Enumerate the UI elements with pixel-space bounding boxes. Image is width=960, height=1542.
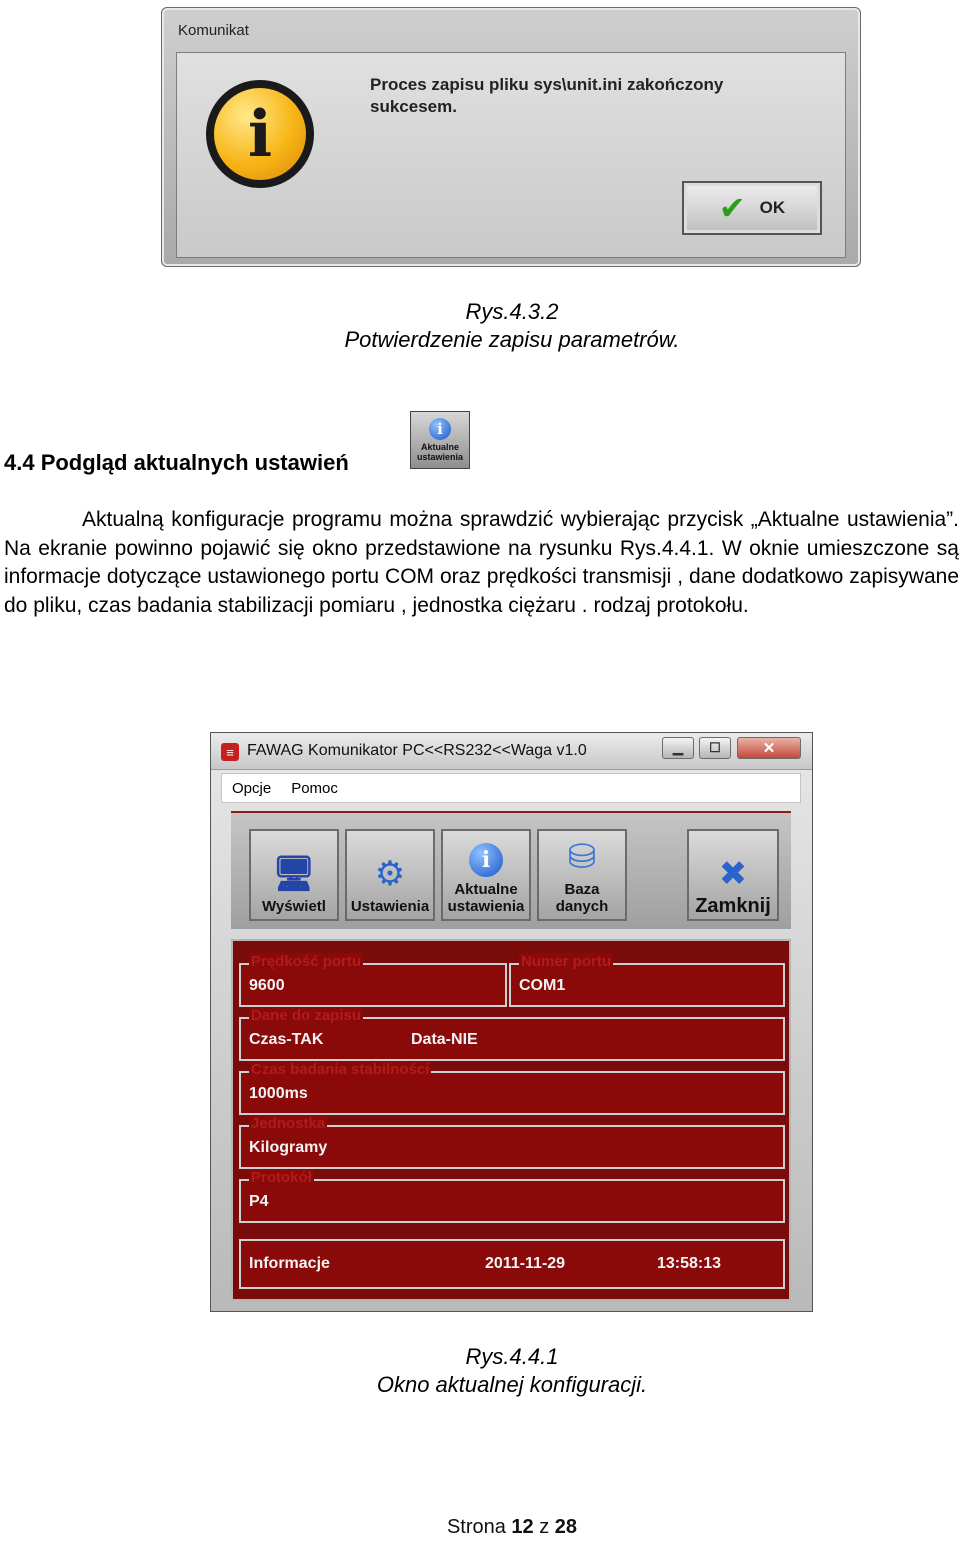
close-icon: ✖: [718, 854, 748, 894]
menu-pomoc[interactable]: Pomoc: [291, 779, 338, 797]
stability-time-label: Czas badania stabilności: [251, 1061, 430, 1078]
menu-opcje[interactable]: Opcje: [232, 779, 272, 797]
info-icon: i: [469, 843, 503, 877]
protocol-field: [239, 1169, 785, 1223]
info-icon: i: [206, 80, 314, 188]
save-time-value: Czas-TAK: [249, 1031, 324, 1048]
protocol-label: Protokół: [251, 1169, 312, 1186]
protocol-value: P4: [249, 1193, 269, 1210]
settings-button[interactable]: ⚙ Ustawienia: [345, 829, 435, 921]
page-footer: Strona 12 z 28: [446, 1516, 578, 1538]
minimize-button[interactable]: ▁: [662, 737, 694, 759]
ok-button[interactable]: [682, 181, 822, 235]
gear-icon: ⚙: [374, 854, 406, 894]
database-icon: ⛁: [567, 837, 597, 877]
dialog-message: Proces zapisu pliku sys\unit.ini zakończony sukcesem.: [370, 75, 724, 116]
info-date: 2011-11-29: [485, 1255, 566, 1272]
ok-button-label: OK: [759, 198, 786, 217]
save-data-label: Dane do zapisu: [251, 1007, 362, 1024]
port-number-field: [509, 953, 785, 1007]
figure-caption-2: [0, 1343, 960, 1399]
stability-time-field: [239, 1061, 785, 1115]
section-paragraph: Aktualną konfiguracje programu można sprawdzić wybierając przycisk „Aktualne ustawienia”. Na ekranie powinno pojawić się okno przedstawione na rysunku Rys.4.4.1. W oknie umieszczone są informacje dotyczące ustawionego portu COM oraz prędkości transmisji , dane dodatkowo zapisywane do pliku, czas badania stabilizacji pomiaru , jednostka ciężaru . rodzaj protokołu.: [4, 508, 959, 617]
close-button[interactable]: ✕: [737, 737, 801, 759]
port-speed-value: 9600: [249, 977, 285, 994]
message-dialog: [161, 7, 861, 267]
info-bar: [239, 1239, 785, 1289]
unit-label: Jednostka: [251, 1115, 326, 1132]
page-total: 28: [554, 1516, 578, 1538]
maximize-button[interactable]: ☐: [699, 737, 731, 759]
section-heading: 4.4 Podgląd aktualnych ustawień: [4, 450, 349, 475]
info-label: Informacje: [249, 1255, 330, 1272]
figure-number-2: Rys.4.4.1: [465, 1344, 559, 1369]
current-settings-icon-label: Aktualne ustawienia: [416, 442, 463, 462]
unit-value: Kilogramy: [249, 1139, 328, 1156]
show-button[interactable]: 🖥 Wyświetl: [249, 829, 339, 921]
current-settings-button[interactable]: i Aktualne ustawienia: [441, 829, 531, 921]
close-app-button[interactable]: ✖ Zamknij: [687, 829, 779, 921]
save-data-field: [239, 1007, 785, 1061]
window-title: FAWAG Komunikator PC<<RS232<<Waga v1.0: [247, 742, 587, 759]
port-speed-field: [239, 953, 507, 1007]
dialog-title: Komunikat: [178, 22, 249, 39]
port-speed-label: Prędkość portu: [251, 953, 362, 970]
figure-title-1: Potwierdzenie zapisu parametrów.: [344, 327, 680, 352]
settings-panel: [231, 939, 791, 1301]
save-date-value: Data-NIE: [411, 1031, 478, 1048]
app-window: [210, 732, 813, 1312]
figure-title-2: Okno aktualnej konfiguracji.: [376, 1372, 648, 1397]
monitor-icon: 🖥: [272, 854, 316, 894]
menu-bar: [221, 773, 801, 803]
database-button[interactable]: ⛁ Baza danych: [537, 829, 627, 921]
port-number-value: COM1: [519, 977, 566, 994]
info-icon: i: [429, 418, 451, 440]
info-time: 13:58:13: [657, 1255, 722, 1272]
current-settings-button-icon: [410, 411, 470, 469]
port-number-label: Numer portu: [521, 953, 611, 970]
figure-caption-1: [0, 298, 960, 354]
app-logo-icon: ≡: [221, 743, 239, 761]
figure-number-1: Rys.4.3.2: [465, 299, 559, 324]
page-number: 12: [511, 1516, 534, 1538]
unit-field: [239, 1115, 785, 1169]
checkmark-icon: ✔: [718, 189, 746, 227]
toolbar: [231, 811, 791, 929]
stability-time-value: 1000ms: [249, 1085, 308, 1102]
